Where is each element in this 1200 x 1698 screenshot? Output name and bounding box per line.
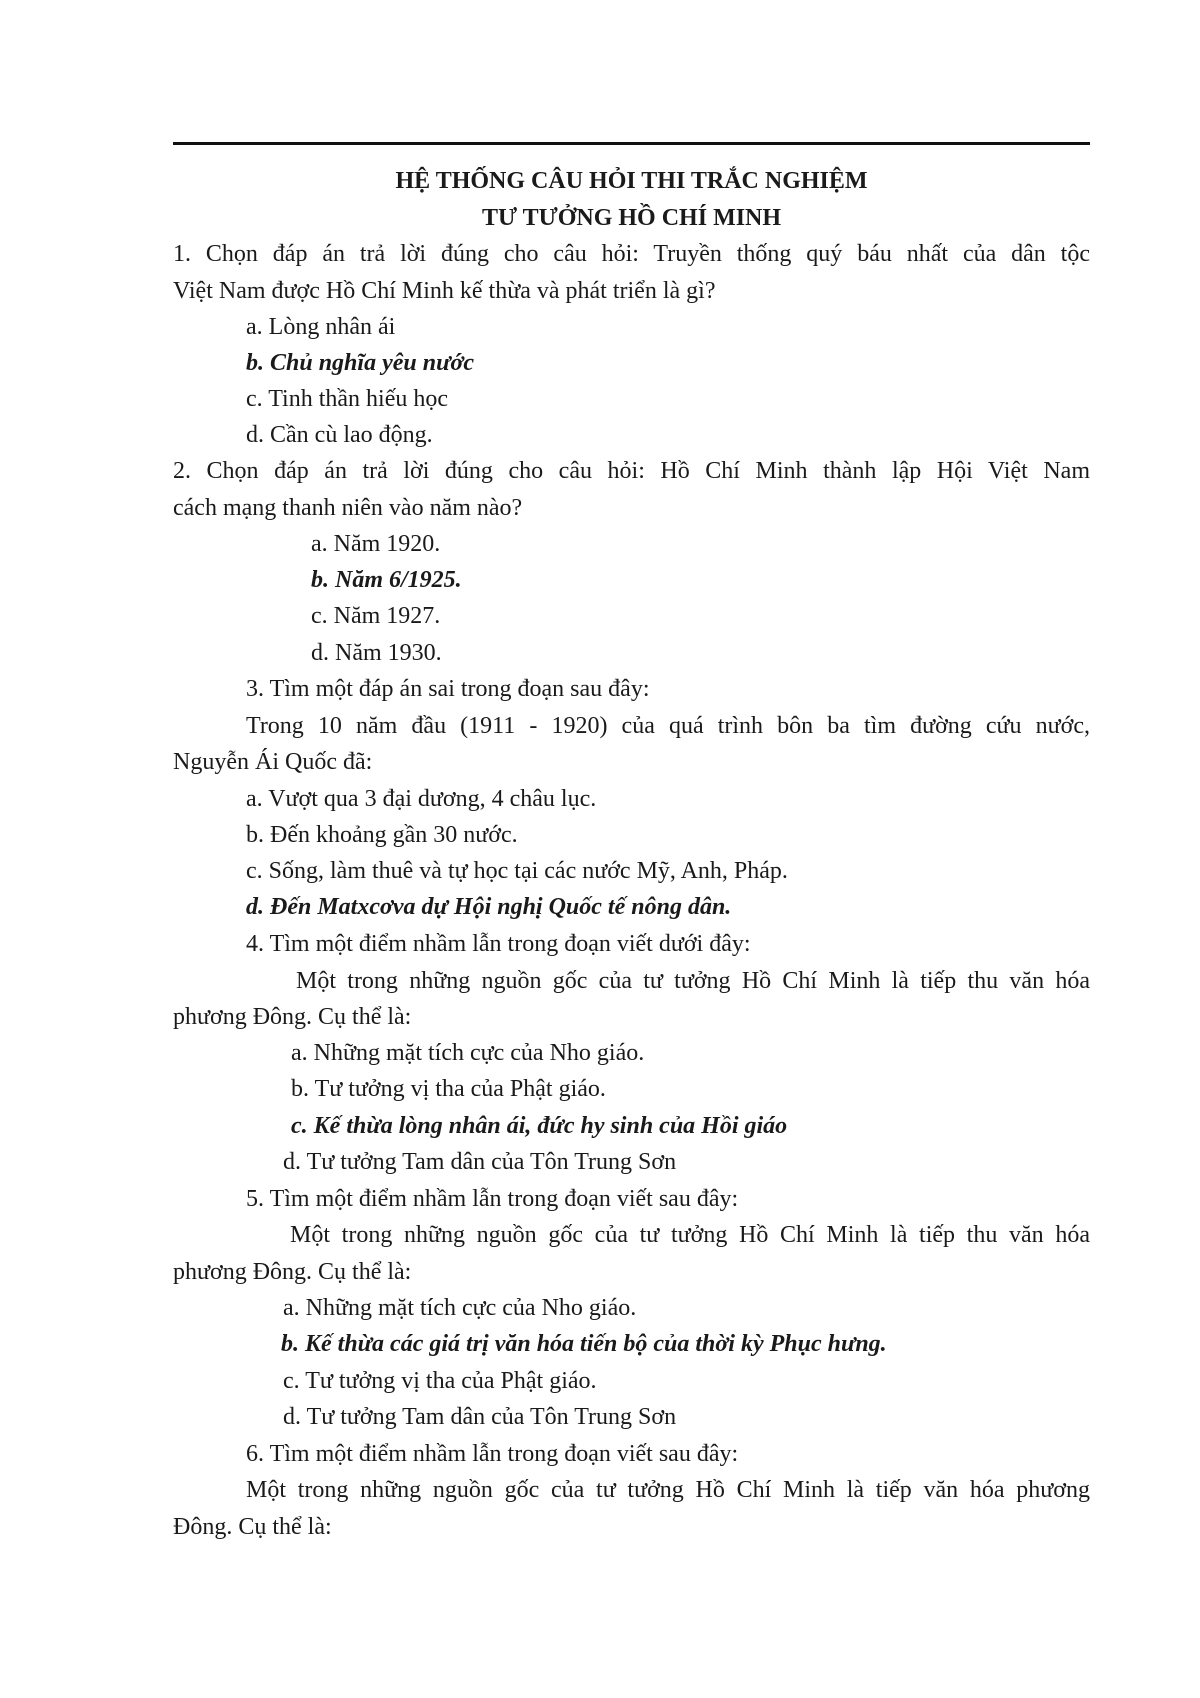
- question-6-stem: 6. Tìm một điểm nhầm lẫn trong đoạn viết sau đây:: [246, 1441, 739, 1467]
- question-4-passage-line-1: Một trong những nguồn gốc của tư tưởng Hồ Chí Minh là tiếp thu văn hóa: [296, 968, 1090, 994]
- question-5-passage-line-2: phương Đông. Cụ thể là:: [173, 1259, 412, 1285]
- document-title-line-1: HỆ THỐNG CÂU HỎI THI TRẮC NGHIỆM: [395, 168, 868, 194]
- question-1-option-b-correct: b. Chủ nghĩa yêu nước: [246, 350, 474, 376]
- question-4-option-a: a. Những mặt tích cực của Nho giáo.: [291, 1040, 645, 1066]
- question-5-option-b-correct: b. Kế thừa các giá trị văn hóa tiến bộ của thời kỳ Phục hưng.: [281, 1331, 887, 1357]
- question-4-option-c-correct: c. Kế thừa lòng nhân ái, đức hy sinh của Hồi giáo: [291, 1113, 788, 1139]
- question-3-passage-line-2: Nguyễn Ái Quốc đã:: [173, 749, 373, 775]
- question-5-option-c: c. Tư tưởng vị tha của Phật giáo.: [283, 1368, 597, 1394]
- question-2-option-d: d. Năm 1930.: [311, 640, 442, 666]
- question-1-stem-line-1: 1. Chọn đáp án trả lời đúng cho câu hỏi: Truyền thống quý báu nhất của dân tộc: [173, 241, 1090, 267]
- question-2-stem-line-1: 2. Chọn đáp án trả lời đúng cho câu hỏi: Hồ Chí Minh thành lập Hội Việt Nam: [173, 458, 1090, 484]
- question-2-option-b-correct: b. Năm 6/1925.: [311, 567, 462, 593]
- question-4-option-d: d. Tư tưởng Tam dân của Tôn Trung Sơn: [283, 1149, 677, 1175]
- question-5-option-a: a. Những mặt tích cực của Nho giáo.: [283, 1295, 637, 1321]
- question-5-passage-line-1: Một trong những nguồn gốc của tư tưởng Hồ Chí Minh là tiếp thu văn hóa: [290, 1222, 1090, 1248]
- question-4-option-b: b. Tư tưởng vị tha của Phật giáo.: [291, 1076, 606, 1102]
- top-rule: [173, 142, 1090, 145]
- question-1-option-c: c. Tinh thần hiếu học: [246, 386, 448, 412]
- question-3-option-d-correct: d. Đến Matxcơva dự Hội nghị Quốc tế nông dân.: [246, 894, 732, 920]
- question-1-option-d: d. Cần cù lao động.: [246, 422, 433, 448]
- question-3-stem: 3. Tìm một đáp án sai trong đoạn sau đây:: [246, 676, 650, 702]
- question-4-stem: 4. Tìm một điểm nhầm lẫn trong đoạn viết dưới đây:: [246, 931, 751, 957]
- question-3-option-a: a. Vượt qua 3 đại dương, 4 châu lục.: [246, 786, 597, 812]
- document-title-line-2: TƯ TƯỞNG HỒ CHÍ MINH: [481, 205, 782, 231]
- question-2-option-c: c. Năm 1927.: [311, 603, 441, 629]
- question-4-passage-line-2: phương Đông. Cụ thể là:: [173, 1004, 412, 1030]
- question-3-option-c: c. Sống, làm thuê và tự học tại các nước Mỹ, Anh, Pháp.: [246, 858, 788, 884]
- question-5-option-d: d. Tư tưởng Tam dân của Tôn Trung Sơn: [283, 1404, 677, 1430]
- question-1-option-a: a. Lòng nhân ái: [246, 314, 396, 340]
- question-5-stem: 5. Tìm một điểm nhầm lẫn trong đoạn viết sau đây:: [246, 1186, 739, 1212]
- question-3-passage-line-1: Trong 10 năm đầu (1911 - 1920) của quá trình bôn ba tìm đường cứu nước,: [246, 713, 1090, 739]
- question-2-option-a: a. Năm 1920.: [311, 531, 441, 557]
- question-6-passage-line-2: Đông. Cụ thể là:: [173, 1514, 332, 1540]
- question-3-option-b: b. Đến khoảng gần 30 nước.: [246, 822, 518, 848]
- question-1-stem-line-2: Việt Nam được Hồ Chí Minh kế thừa và phát triển là gì?: [173, 278, 716, 304]
- question-2-stem-line-2: cách mạng thanh niên vào năm nào?: [173, 495, 523, 521]
- question-6-passage-line-1: Một trong những nguồn gốc của tư tưởng Hồ Chí Minh là tiếp văn hóa phương: [246, 1477, 1090, 1503]
